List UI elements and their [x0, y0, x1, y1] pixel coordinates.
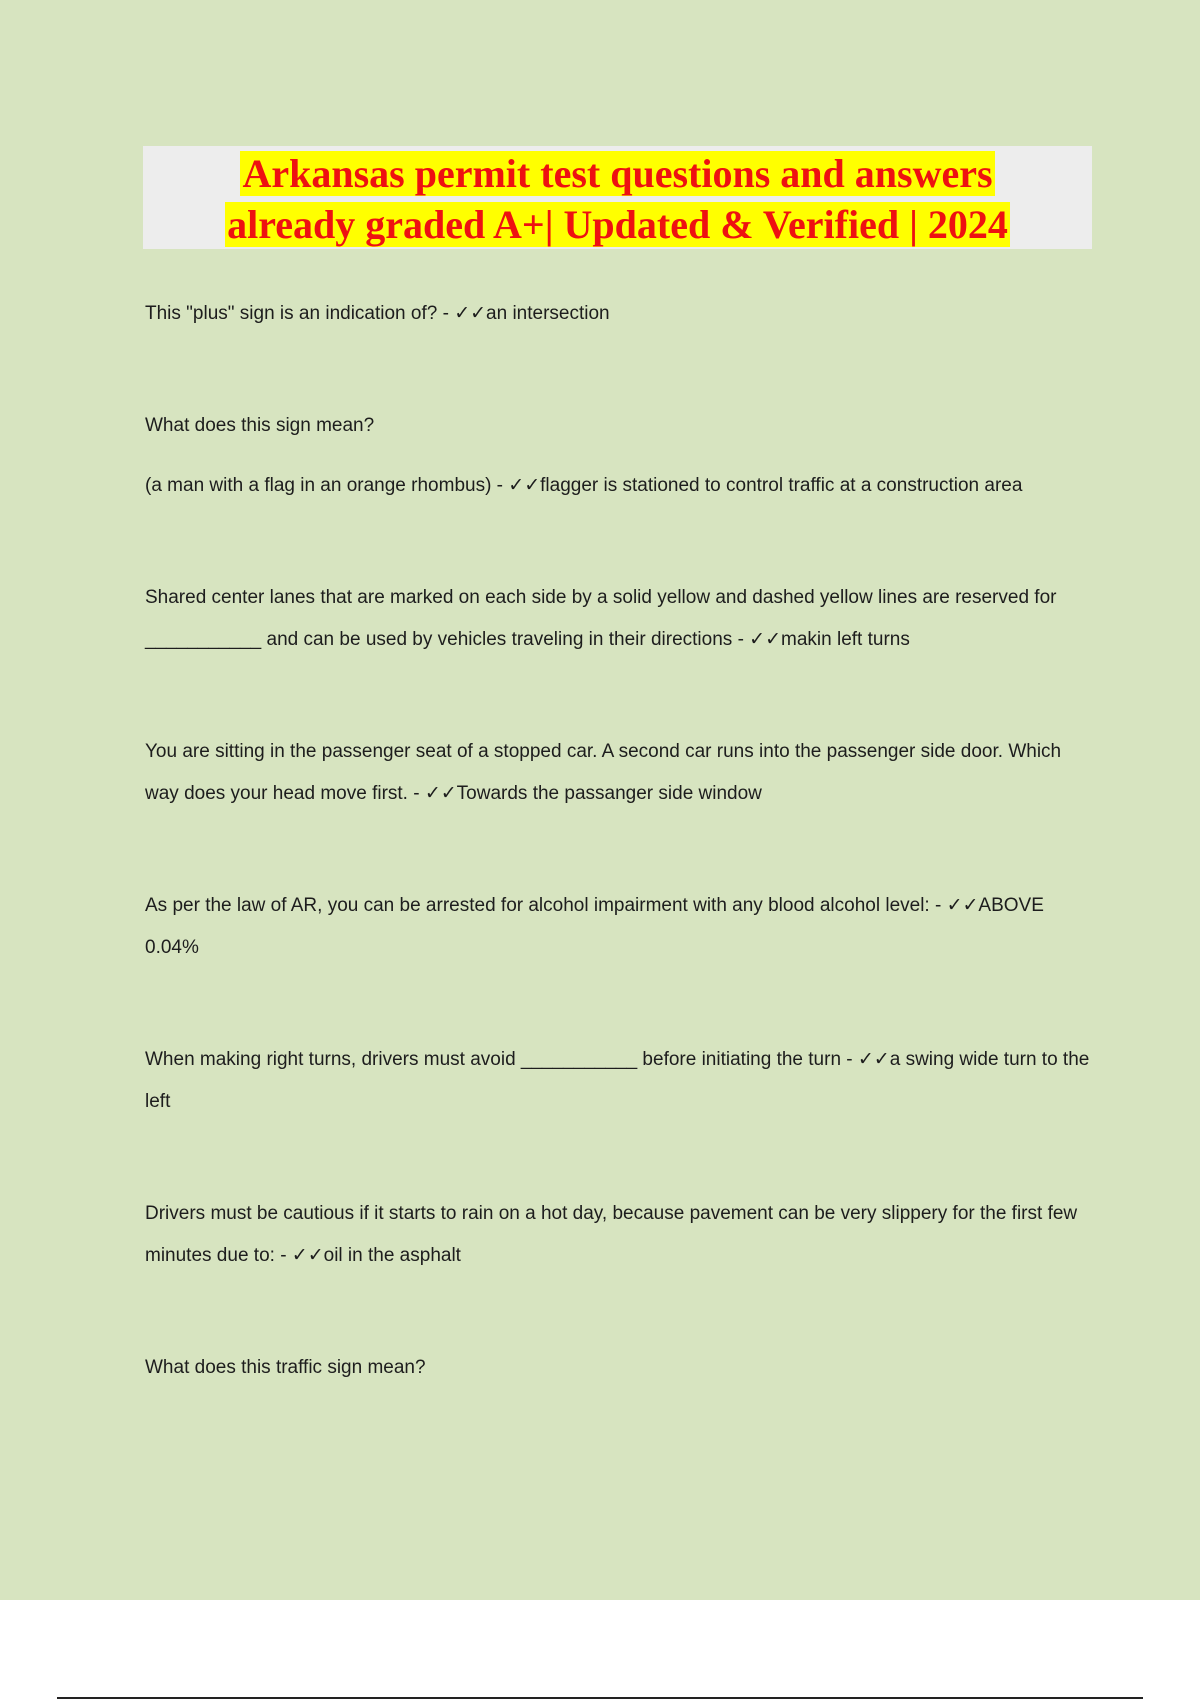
qa-item: Shared center lanes that are marked on each side by a solid yellow and dashed yellow lines are reserved for ___________ and can be used by vehicles traveling in their directions - ✓✓makin left turns: [145, 587, 1057, 650]
qa-item: What does this sign mean?: [145, 415, 375, 436]
qa-item: You are sitting in the passenger seat of a stopped car. A second car runs into the passenger side door. Which way does your head move first. - ✓✓Towards the passanger side window: [145, 741, 1062, 804]
qa-list: [145, 293, 1095, 1389]
title-line-2: already graded A+| Updated & Verified | 2024: [227, 202, 1008, 247]
title-line-1: Arkansas permit test questions and answers: [242, 151, 993, 196]
document-title: [143, 146, 1092, 250]
qa-item: Drivers must be cautious if it starts to rain on a hot day, because pavement can be very slippery for the first few minutes due to: - ✓✓oil in the asphalt: [145, 1203, 1078, 1266]
qa-item: (a man with a flag in an orange rhombus) - ✓✓flagger is stationed to control traffic at a construction area: [145, 475, 1023, 496]
title-banner: [143, 146, 1092, 249]
qa-item: As per the law of AR, you can be arrested for alcohol impairment with any blood alcohol level: - ✓✓ABOVE 0.04%: [145, 895, 1044, 958]
qa-item: When making right turns, drivers must avoid ___________ before initiating the turn - ✓✓a swing wide turn to the left: [145, 1049, 1090, 1112]
qa-item: This "plus" sign is an indication of? - ✓✓an intersection: [145, 303, 610, 324]
footer-divider: [57, 1697, 1143, 1699]
qa-item: What does this traffic sign mean?: [145, 1357, 426, 1378]
